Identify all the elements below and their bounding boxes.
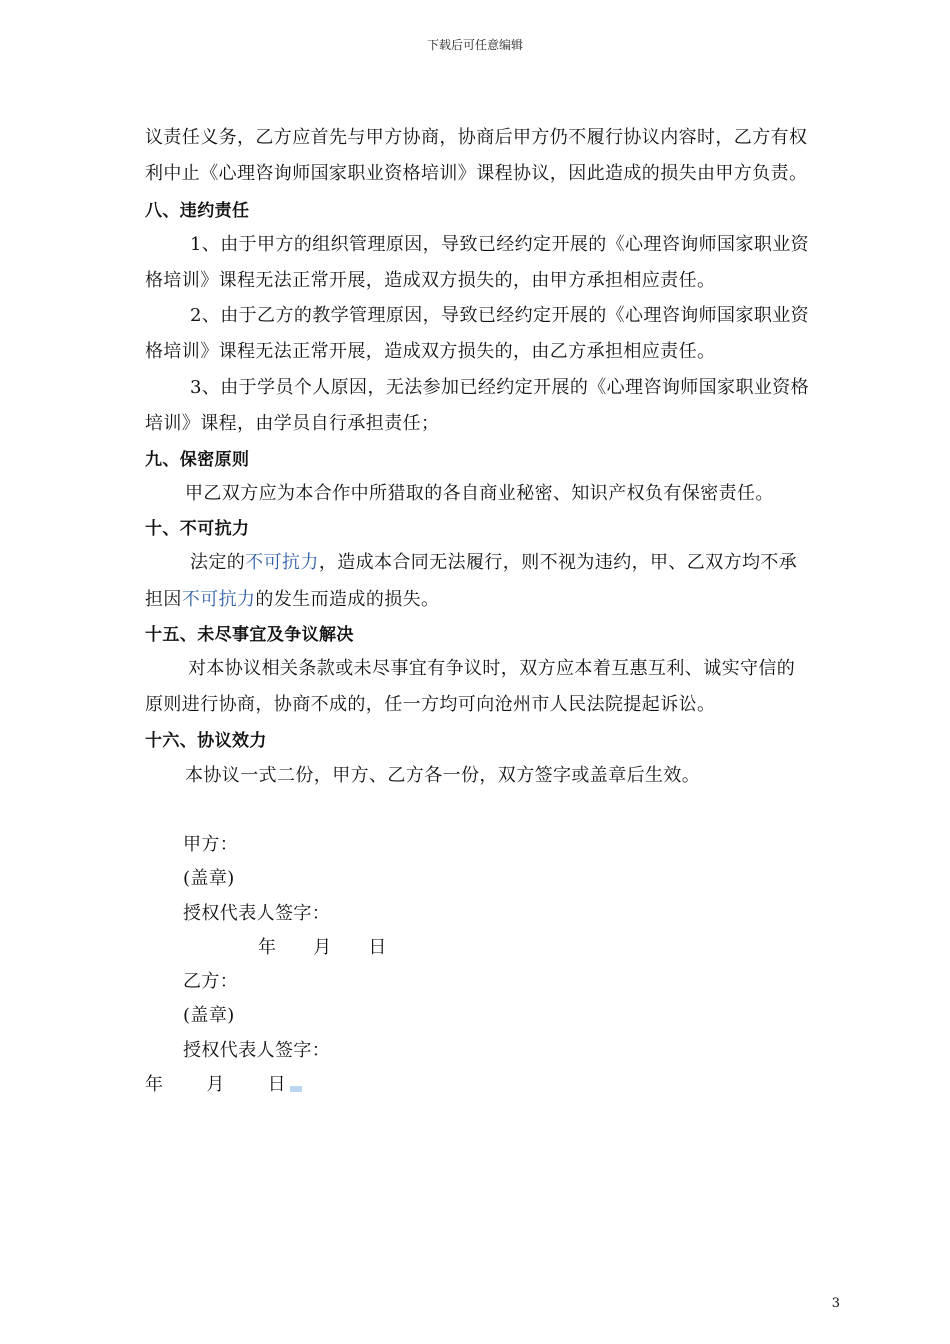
clause-line: 甲乙双方应为本合作中所猎取的各自商业秘密、知识产权负有保密责任。	[185, 483, 774, 504]
party-a-date: 年 月 日	[258, 937, 387, 958]
section-heading-force-majeure: 十、不可抗力	[145, 519, 250, 539]
page-number: 3	[831, 1296, 840, 1311]
clause-line: 1、由于甲方的组织管理原因，导致已经约定开展的《心理咨询师国家职业资	[190, 234, 810, 255]
text-segment: 法定的	[190, 552, 246, 573]
party-a-label: 甲方：	[183, 834, 239, 855]
body-line: 议责任义务，乙方应首先与甲方协商，协商后甲方仍不履行协议内容时，乙方有权	[145, 127, 808, 148]
clause-line: 2、由于乙方的教学管理原因，导致已经约定开展的《心理咨询师国家职业资	[190, 305, 810, 326]
party-a-signature-label: 授权代表人签字：	[183, 903, 331, 924]
party-a-seal: (盖章)	[183, 868, 235, 889]
party-b-date: 年 月 日	[145, 1074, 287, 1095]
section-heading-effectiveness: 十六、协议效力	[145, 731, 267, 751]
force-majeure-link[interactable]: 不可抗力	[181, 589, 256, 610]
clause-line: 对本协议相关条款或未尽事宜有争议时，双方应本着互惠互利、诚实守信的	[188, 658, 796, 679]
clause-line	[190, 551, 797, 575]
party-b-signature-label: 授权代表人签字：	[183, 1040, 331, 1061]
party-b-label: 乙方：	[183, 971, 239, 992]
text-segment: 担因	[145, 589, 182, 610]
clause-line	[145, 588, 439, 612]
body-line: 利中止《心理咨询师国家职业资格培训》课程协议，因此造成的损失由甲方负责。	[145, 163, 808, 184]
force-majeure-link[interactable]: 不可抗力	[245, 552, 319, 573]
text-segment: ，造成本合同无法履行，则不视为违约，甲、乙双方均不承	[318, 552, 798, 573]
page-header: 下载后可任意编辑	[426, 38, 523, 52]
party-b-date-line	[145, 1073, 302, 1097]
clause-line: 本协议一式二份，甲方、乙方各一份，双方签字或盖章后生效。	[185, 765, 701, 786]
section-heading-confidentiality: 九、保密原则	[145, 450, 250, 470]
clause-line: 培训》课程，由学员自行承担责任；	[145, 413, 440, 434]
clause-line: 格培训》课程无法正常开展，造成双方损失的，由乙方承担相应责任。	[145, 341, 716, 362]
clause-line: 格培训》课程无法正常开展，造成双方损失的，由甲方承担相应责任。	[145, 270, 716, 291]
text-segment: 的发生而造成的损失。	[255, 589, 440, 610]
clause-line: 3、由于学员个人原因，无法参加已经约定开展的《心理咨询师国家职业资格	[190, 377, 810, 398]
clause-line: 原则进行协商，协商不成的，任一方均可向沧州市人民法院提起诉讼。	[145, 694, 716, 715]
section-heading-disputes: 十五、未尽事宜及争议解决	[145, 625, 354, 645]
text-cursor-mark	[290, 1086, 302, 1092]
section-heading-breach: 八、违约责任	[145, 201, 250, 221]
party-b-seal: (盖章)	[183, 1005, 235, 1026]
